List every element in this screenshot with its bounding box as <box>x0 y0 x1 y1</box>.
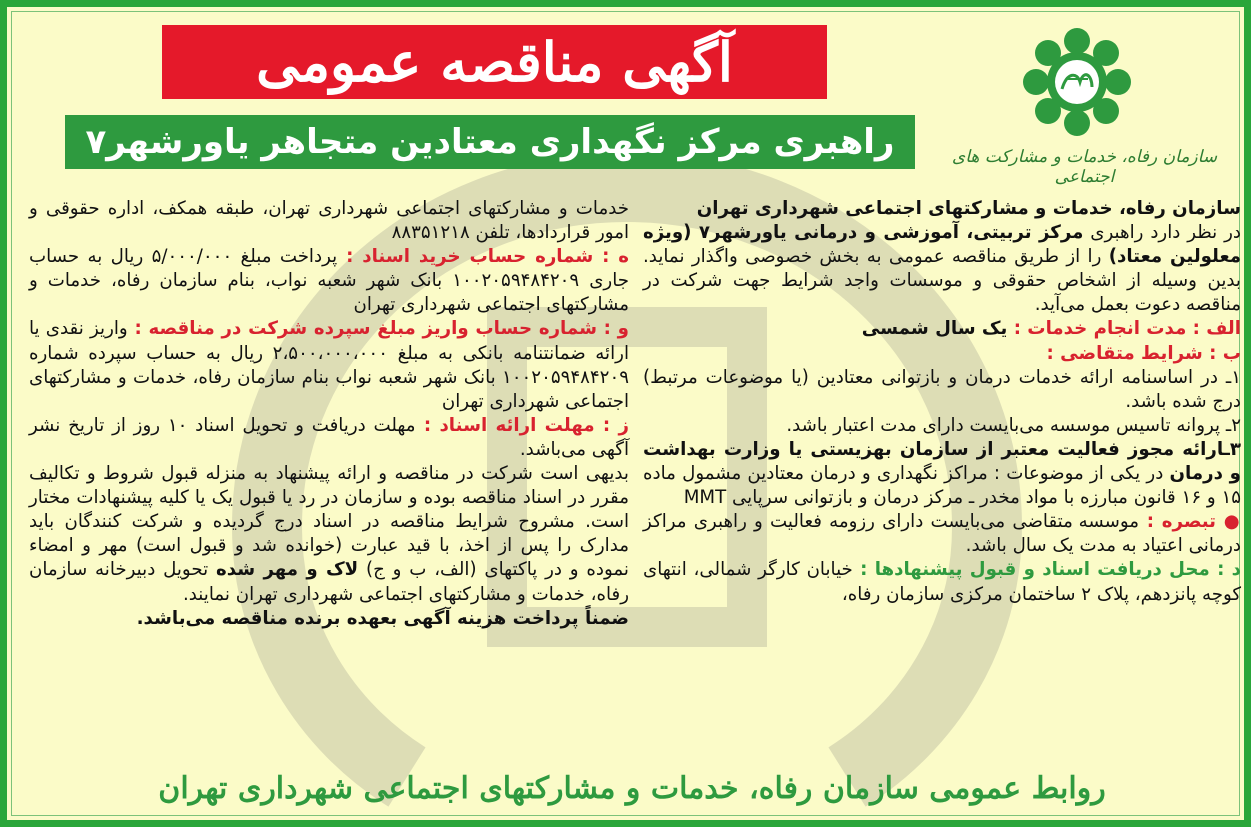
page-title: آگهی مناقصه عمومی <box>162 25 827 99</box>
section-a-value: یک سال شمسی <box>861 318 1008 340</box>
intro-paragraph <box>643 221 1241 317</box>
closing-paragraph <box>29 462 629 607</box>
note <box>643 510 1241 558</box>
section-a-label: الف : مدت انجام خدمات : <box>1007 318 1241 340</box>
section-h <box>29 245 629 317</box>
tehran-municipality-logo <box>1022 27 1132 137</box>
address-continuation: خدمات و مشارکتهای اجتماعی شهرداری تهران، طبقه همکف، اداره حقوقی و امور قراردادها، تلفن ۸۸۳۵۱۲۱۸ <box>29 198 629 244</box>
section-v <box>29 317 629 413</box>
closing-bold: لاک و مهر شده <box>215 559 359 581</box>
section-v-label: و : شماره حساب واریز مبلغ سپرده شرکت در مناقصه : <box>127 318 629 340</box>
closing-text-1: بدیهی است شرکت در مناقصه و ارائه پیشنهاد به منزله قبول شروط و تکالیف مقرر در اسناد مناقصه بوده و سازمان در رد یا قبول یک یا کلیه پیشنهادات مختار است. مشروح شرایط مناقصه در اسناد درج گردیده و شرکت کنندگان باید مدارک را پس از اخذ، با قید عبارت (خوانده شد و قبول است) مهر و امضاء نموده و در پاکتهای (الف، ب و ج) <box>29 463 629 581</box>
closing-text-2: تحویل دبیرخانه سازمان رفاه، خدمات و مشارکتهای اجتماعی شهرداری تهران نمایند. <box>29 559 629 605</box>
org-tagline: سازمان رفاه، خدمات و مشارکت های اجتماعی <box>951 147 1218 187</box>
section-z-label: ز : مهلت ارائه اسناد : <box>415 414 629 436</box>
section-b-label: ب : شرایط متقاضی : <box>1046 342 1241 364</box>
org-name: سازمان رفاه، خدمات و مشارکتهای اجتماعی شهرداری تهران <box>696 198 1241 219</box>
section-h-text: پرداخت مبلغ ۵/۰۰۰/۰۰۰ ریال به حساب جاری ۱۰۰۲۰۵۹۴۸۴۲۰۹ بانک شهر شعبه نواب، بنام سازمان رفاه، خدمات و مشارکتهای اجتماعی شهرداری تهران <box>29 246 629 316</box>
section-h-label: ه : شماره حساب خرید اسناد : <box>337 246 630 268</box>
requirement-1: ۱ـ در اساسنامه ارائه خدمات درمان و بازتوانی معتادین (یا موضوعات مرتبط) درج شده باشد. <box>643 366 1241 412</box>
section-z-text: مهلت دریافت و تحویل اسناد ۱۰ روز از تاریخ نشر آگهی می‌باشد. <box>29 414 629 460</box>
right-column <box>643 197 1241 607</box>
requirement-2: ۲ـ پروانه تاسیس موسسه می‌بایست دارای مدت اعتبار باشد. <box>786 414 1241 436</box>
requirement-3 <box>643 438 1241 510</box>
section-a <box>643 317 1241 341</box>
section-d-text: خیابان کارگر شمالی، انتهای کوچه پانزدهم، پلاک ۲ ساختمان مرکزی سازمان رفاه، <box>643 559 1241 605</box>
left-column <box>29 197 629 631</box>
note-label: ● تبصره : <box>1139 511 1241 533</box>
section-v-text: واریز نقدی یا ارائه ضمانتنامه بانکی به مبلغ ۲،۵۰۰،۰۰۰،۰۰۰ ریال به حساب سپرده شماره ۱۰۰۲۰۵۹۴۸۴۲۰۹ بانک شهر شعبه نواب بنام سازمان رفاه، خدمات و مشارکتهای اجتماعی شهرداری تهران <box>29 318 629 412</box>
intro-text-1: در نظر دارد راهبری <box>1083 222 1241 244</box>
requirement-3-label: ۳ـارائه مجوز فعالیت معتبر از سازمان بهزیستی یا وزارت بهداشت و درمان <box>643 438 1241 485</box>
section-d <box>643 558 1241 606</box>
note-text: موسسه متقاضی می‌بایست دارای رزومه فعالیت و راهبری مراکز درمانی اعتیاد به مدت یک سال باشد. <box>643 511 1241 557</box>
intro-text-2: را از طریق مناقصه عمومی به بخش خصوصی واگذار نماید. بدین وسیله از اشخاص حقوقی و موسسات واجد شرایط جهت شرکت در مناقصه دعوت بعمل می‌آید. <box>643 246 1241 316</box>
section-z <box>29 414 629 462</box>
page-subtitle: راهبری مرکز نگهداری معتادین متجاهر یاورشهر۷ <box>65 115 915 169</box>
intro-center-name: مرکز تربیتی، آموزشی و درمانی یاورشهر۷ (ویژه معلولین معتاد) <box>643 222 1241 268</box>
section-d-label: د : محل دریافت اسناد و قبول پیشنهادها : <box>852 559 1241 581</box>
requirement-3-text: در یکی از موضوعات : مراکز نگهداری و درمان معتادین مشمول ماده ۱۵ و ۱۶ قانون مبارزه با مواد مخدر ـ مرکز درمان و بازتوانی سرپایی MMT <box>643 463 1241 509</box>
footer-signature: روابط عمومی سازمان رفاه، خدمات و مشارکتهای اجتماعی شهرداری تهران <box>158 771 1106 806</box>
closing-final: ضمناً پرداخت هزینه آگهی بعهده برنده مناقصه می‌باشد. <box>136 607 629 629</box>
